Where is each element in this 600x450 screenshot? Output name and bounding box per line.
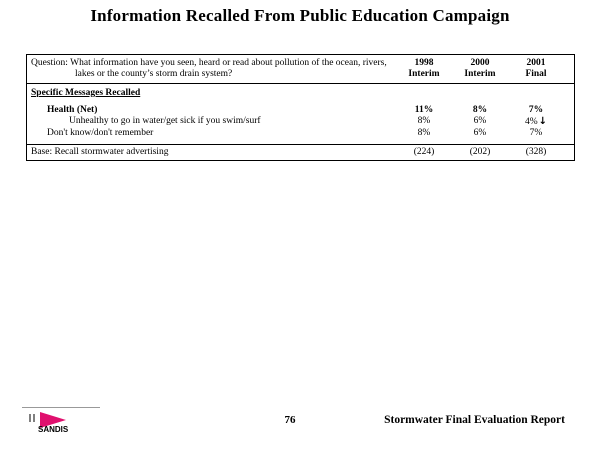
row-value: 8% [472, 105, 488, 115]
row-value: 8% [417, 128, 431, 138]
question-text-line1: Question: What information have you seen, heard or read about pollution of the ocean, rivers, [31, 58, 387, 68]
row-value: 4% [524, 117, 538, 127]
question-cell [27, 55, 397, 84]
row-value-with-trend [508, 116, 575, 128]
row-value: 6% [473, 128, 487, 138]
column-label: Final [525, 69, 547, 79]
column-year: 2000 [470, 58, 490, 68]
table-row [27, 116, 575, 128]
row-label: Health (Net) [47, 105, 98, 115]
sandis-logo [26, 410, 86, 434]
column-label: Interim [464, 69, 496, 79]
table-row [27, 105, 575, 116]
row-value: 11% [414, 105, 434, 115]
page-title: Information Recalled From Public Education Campaign [90, 6, 510, 25]
base-value: (224) [396, 145, 452, 161]
base-label: Base: Recall stormwater advertising [27, 145, 397, 161]
column-header-2001 [508, 55, 575, 84]
row-value: 7% [528, 105, 544, 115]
header-row [27, 55, 575, 84]
footer-divider [22, 407, 100, 408]
table-row [27, 128, 575, 145]
column-header-1998 [396, 55, 452, 84]
question-text-line2: lakes or the county’s storm drain system? [75, 69, 233, 79]
column-year: 1998 [414, 58, 434, 68]
column-label: Interim [408, 69, 440, 79]
logo-text: SANDIS [38, 425, 69, 434]
base-value: (328) [508, 145, 575, 161]
results-table [26, 54, 575, 161]
report-name: Stormwater Final Evaluation Report [384, 414, 565, 426]
column-year: 2001 [526, 58, 546, 68]
page-number: 76 [284, 414, 296, 426]
down-arrow-icon: ↓ [538, 116, 548, 127]
section-row [27, 84, 575, 106]
column-header-2000 [452, 55, 508, 84]
base-value: (202) [452, 145, 508, 161]
row-value: 6% [473, 116, 487, 126]
row-label: Don't know/don't remember [47, 128, 154, 138]
row-value: 8% [417, 116, 431, 126]
row-label: Unhealthy to go in water/get sick if you swim/surf [69, 116, 261, 126]
base-row [27, 145, 575, 161]
row-value: 7% [529, 128, 543, 138]
section-label: Specific Messages Recalled [27, 84, 397, 106]
